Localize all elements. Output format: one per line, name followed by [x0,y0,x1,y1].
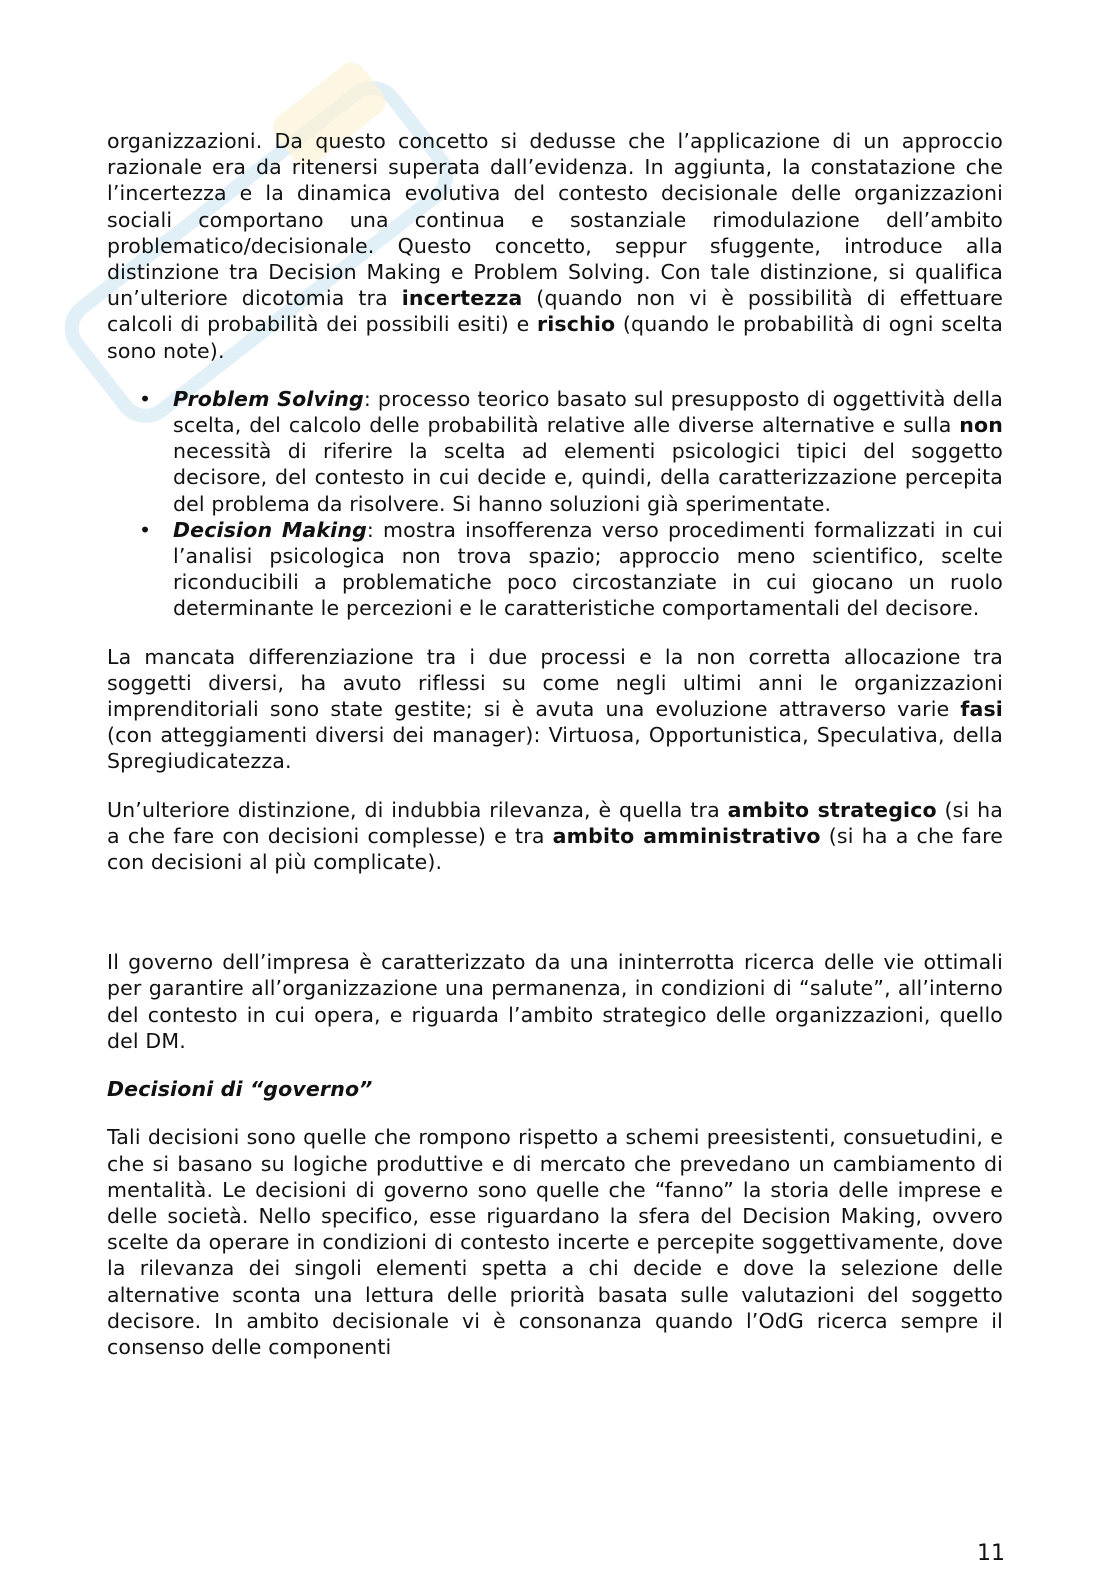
list-item-decision-making: • Decision Making: mostra insofferenza verso procedimenti formalizzati in cui l’analisi psicologica non trova spazio; approccio meno scientifico, scelte riconducibili a problematiche poco circostanziate in cui giocano un ruolo determinante le percezioni e le caratteristiche comportamentali del decisore. [139,517,1003,621]
paragraph-governo: Il governo dell’impresa è caratterizzato da una ininterrotta ricerca delle vie ottimali per garantire all’organizzazione una permanenza, in condizioni di “salute”, all’interno del contesto in cui opera, e riguarda l’ambito strategico delle organizzazioni, quello del DM. [107,950,1003,1053]
term-fasi: fasi [960,697,1003,722]
term-rischio: rischio [537,312,616,337]
paragraph-intro: organizzazioni. Da questo concetto si dedusse che l’applicazione di un approccio razionale era da ritenersi superata dall’evidenza. In aggiunta, la constatazione che l’incertezza e la dinamica evolutiva del contesto decisionale delle organizzazioni sociali comportano una continua e sostanziale rimodulazione dell’ambito problematico/decisionale. Questo concetto, seppur sfuggente, introduce alla distinzione tra Decision Making e Problem Solving. Con tale distinzione, si qualifica un’ulteriore dicotomia tra incertezza (quando non vi è possibilità di effettuare calcoli di probabilità dei possibili esiti) e rischio (quando le probabilità di ogni scelta sono note). [107,129,1003,363]
bullet-list [107,386,1003,622]
section-heading: Decisioni di “governo” [107,1077,373,1102]
term-ambito-strategico: ambito strategico [727,797,937,822]
term-problem-solving: Problem Solving [173,386,364,411]
term-decision-making: Decision Making [173,517,367,542]
page-number: 11 [977,1541,1005,1566]
term-incertezza: incertezza [401,286,523,311]
page-content [107,128,1003,1360]
list-item-problem-solving: • Problem Solving: processo teorico basato sul presupposto di oggettività della scelta, del calcolo delle probabilità relative alle diverse alternative e sulla non necessità di riferire la scelta ad elementi psicologici tipici del soggetto decisore, del contesto in cui decide e, quindi, della caratterizzazione percepita del problema da risolvere. Si hanno soluzioni già sperimentate. [139,386,1003,516]
paragraph-fasi: La mancata differenziazione tra i due processi e la non corretta allocazione tra soggetti diversi, ha avuto riflessi su come negli ultimi anni le organizzazioni imprenditoriali sono state gestite; si è avuta una evoluzione attraverso varie fasi (con atteggiamenti diversi dei manager): Virtuosa, Opportunistica, Speculativa, della Spregiudicatezza. [107,644,1003,774]
term-ambito-amministrativo: ambito amministrativo [552,823,821,848]
paragraph-ambiti: Un’ulteriore distinzione, di indubbia rilevanza, è quella tra ambito strategico (si ha a che fare con decisioni complesse) e tra ambito amministrativo (si ha a che fare con decisioni al più complicate). [107,797,1003,875]
term-non: non [959,413,1003,438]
bullet-icon: • [139,517,152,542]
paragraph-decisioni: Tali decisioni sono quelle che rompono rispetto a schemi preesistenti, consuetudini, e che si basano su logiche produttive e di mercato che prevedano un cambiamento di mentalità. Le decisioni di governo sono quelle che “fanno” la storia delle imprese e delle società. Nello specifico, esse riguardano la sfera del Decision Making, ovvero scelte da operare in condizioni di contesto incerte e percepite soggettivamente, dove la rilevanza dei singoli elementi spetta a chi decide e dove la selezione delle alternative sconta una lettura delle priorità basata sulle valutazioni del soggetto decisore. In ambito decisionale vi è consonanza quando l’OdG ricerca sempre il consenso delle componenti [107,1125,1003,1359]
bullet-icon: • [139,386,152,411]
